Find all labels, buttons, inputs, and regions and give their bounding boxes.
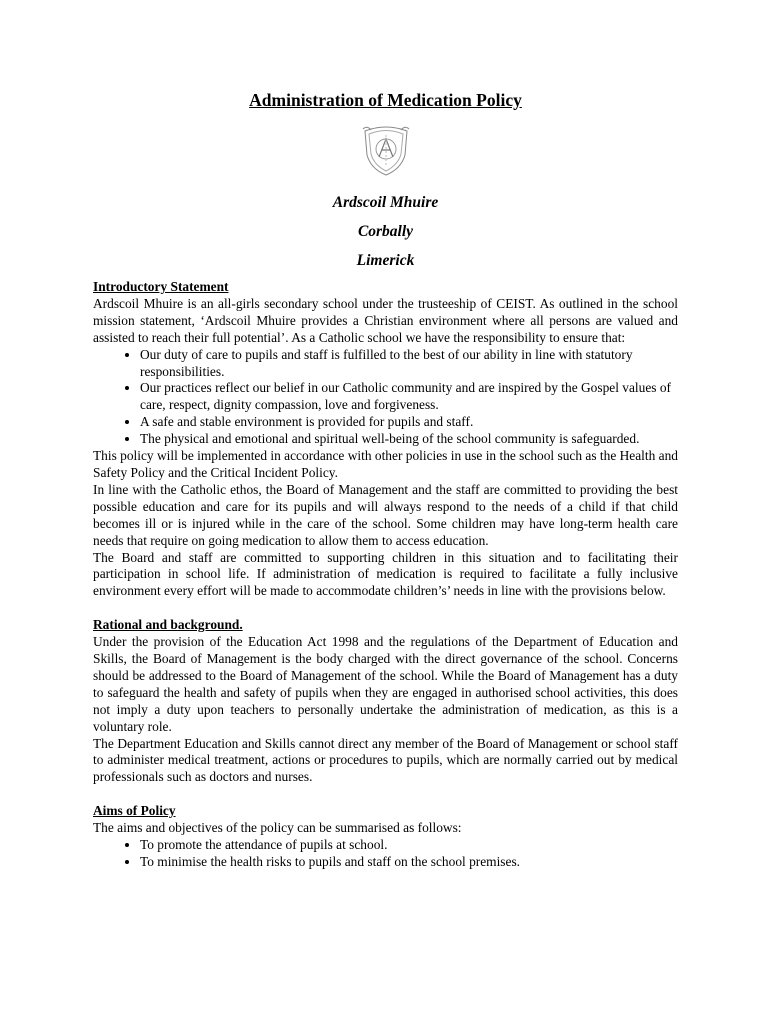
aims-heading: Aims of Policy	[93, 803, 176, 819]
rationale-paragraph: The Department Education and Skills cannot direct any member of the Board of Management or school staff to administer medical treatment, actions or procedures to pupils, which are normally carried out by medical professionals such as doctors and nurses.	[93, 735, 678, 785]
list-item: • To minimise the health risks to pupils and staff on the school premises.	[140, 854, 678, 871]
intro-paragraph: Ardscoil Mhuire is an all-girls secondary school under the trusteeship of CEIST. As outlined in the school mission statement, ‘Ardscoil Mhuire provides a Christian environment where all persons are valued and assisted to reach their full potential’. As a Catholic school we have the responsibility to ensure that:	[93, 295, 678, 345]
document-title: Administration of Medication Policy	[249, 90, 522, 110]
list-item: • The physical and emotional and spiritual well-being of the school community is safeguarded.	[140, 431, 678, 448]
intro-paragraph: This policy will be implemented in accordance with other policies in use in the school such as the Health and Safety Policy and the Critical Incident Policy.	[93, 448, 678, 480]
school-area: Corbally	[357, 223, 414, 240]
intro-paragraph: The Board and staff are committed to supporting children in this situation and to facilitating their participation in school life. If administration of medication is required to facilitate a fully inclusive environment every effort will be made to accommodate children’s’ needs in line with the provisions below.	[93, 549, 678, 599]
rationale-paragraph: Under the provision of the Education Act 1998 and the regulations of the Department of Education and Skills, the Board of Management is the body charged with the direct governance of the school. Concerns should be addressed to the Board of Management of the school. While the Board of Management has a duty to safeguard the health and safety of pupils when they are engaged in authorised school activities, this does not imply a duty upon teachers to personally undertake the administration of medication, as this is a voluntary role.	[93, 634, 678, 734]
aims-bullet-list	[93, 837, 678, 871]
list-item: • Our duty of care to pupils and staff is fulfilled to the best of our ability in line with statutory responsibilities.	[140, 347, 678, 381]
aims-paragraph: The aims and objectives of the policy can be summarised as follows:	[93, 820, 462, 836]
intro-paragraph: In line with the Catholic ethos, the Board of Management and the staff are committed to providing the best possible education and care for its pupils and will always respond to the needs of a child if that child becomes ill or is injured while in the care of the school. Some children may have long-term health care needs that require on going medication to allow them to access education.	[93, 481, 678, 548]
rationale-heading: Rational and background.	[93, 617, 243, 633]
intro-bullet-list	[93, 347, 678, 448]
school-crest-icon	[361, 121, 411, 177]
document-body	[93, 279, 678, 871]
list-item: • A safe and stable environment is provided for pupils and staff.	[140, 414, 678, 431]
intro-heading: Introductory Statement	[93, 279, 229, 294]
school-city: Limerick	[356, 252, 415, 269]
list-item: • Our practices reflect our belief in our Catholic community and are inspired by the Gospel values of care, respect, dignity compassion, love and forgiveness.	[140, 380, 678, 414]
list-item: • To promote the attendance of pupils at school.	[140, 837, 678, 854]
school-name: Ardscoil Mhuire	[332, 194, 439, 211]
